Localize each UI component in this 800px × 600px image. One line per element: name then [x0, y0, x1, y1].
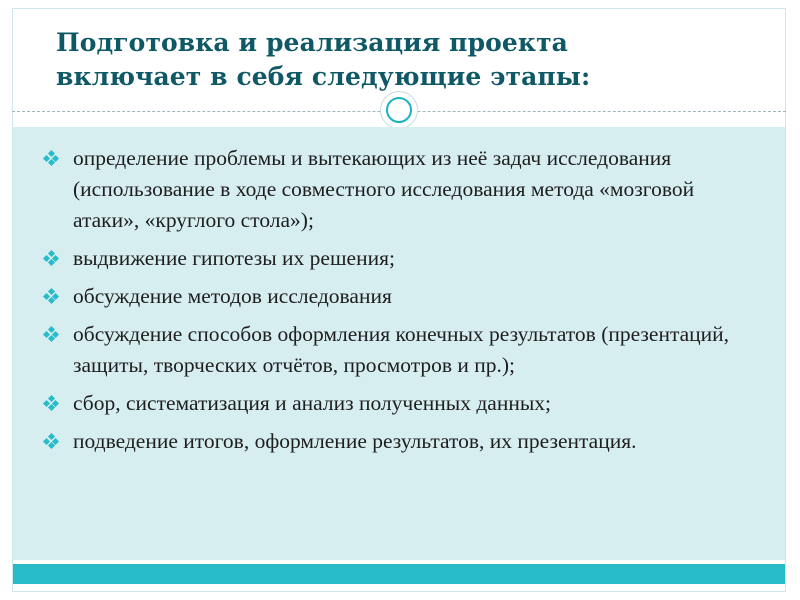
diamond-cluster-bullet-icon [44, 327, 58, 341]
ring-divider-icon [380, 91, 418, 129]
diamond-cluster-bullet-icon [44, 434, 58, 448]
list-item-text: подведение итогов, оформление результатов, их презентация. [73, 429, 637, 453]
list-item [38, 388, 758, 419]
list-item-text: выдвижение гипотезы их решения; [73, 246, 395, 270]
slide-title-line-1: Подготовка и реализация проекта [56, 28, 568, 57]
list-item [38, 281, 758, 312]
list-item [38, 319, 758, 381]
list-item [38, 143, 758, 236]
stages-list [38, 143, 758, 464]
list-item-text: сбор, систематизация и анализ полученных данных; [73, 391, 551, 415]
slide-title-line-2: включает в себя следующие этапы: [56, 62, 591, 91]
diamond-cluster-bullet-icon [44, 396, 58, 410]
diamond-cluster-bullet-icon [44, 289, 58, 303]
list-item [38, 243, 758, 274]
slide-title [56, 26, 590, 94]
list-item-text: обсуждение методов исследования [73, 284, 392, 308]
diamond-cluster-bullet-icon [44, 151, 58, 165]
list-item-text: обсуждение способов оформления конечных результатов (презентаций, защиты, творческих отчётов, просмотров и пр.); [73, 322, 730, 377]
list-item-text: определение проблемы и вытекающих из неё задач исследования (использование в ходе совместного исследования метода «мозговой атаки», «круглого стола»); [73, 146, 695, 232]
diamond-cluster-bullet-icon [44, 251, 58, 265]
list-item [38, 426, 758, 457]
bottom-accent-bar [13, 564, 785, 584]
